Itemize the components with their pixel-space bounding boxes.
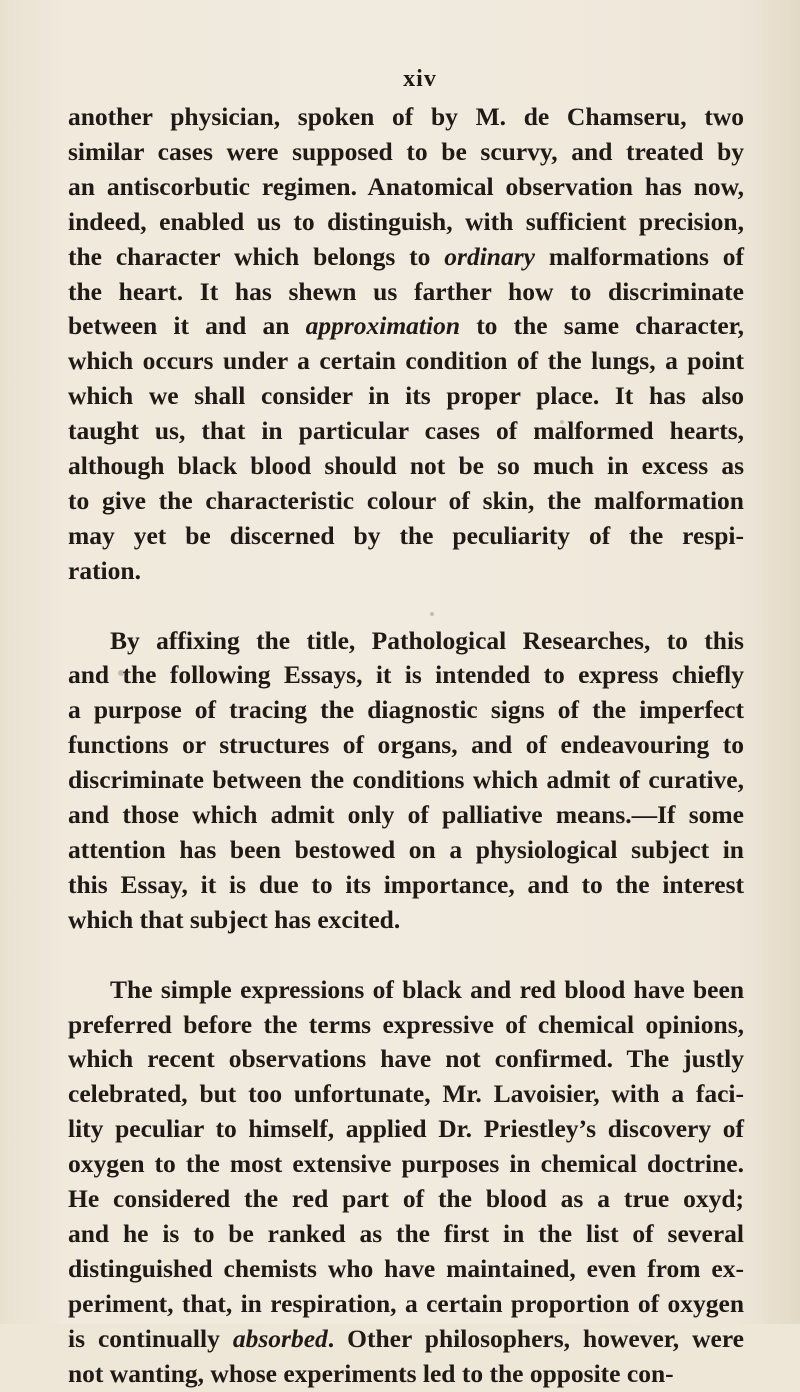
text-line: discriminate between the conditions which admit of curative, <box>68 765 744 795</box>
text-line: not wanting, whose experiments led to the opposite con- <box>68 1358 674 1388</box>
text-line: between it and an approximation to the same character, <box>68 311 744 341</box>
text-line: to give the characteristic colour of skin, the malformation <box>68 485 744 515</box>
paper-speck <box>430 612 434 616</box>
text-line: which occurs under a certain condition of the lungs, a point <box>68 346 744 376</box>
text-line: although black blood should not be so much in excess as <box>68 451 744 481</box>
text-line: another physician, spoken of by M. de Chamseru, two <box>68 102 744 131</box>
paragraph <box>68 973 744 1392</box>
text-line: celebrated, but too unfortunate, Mr. Lavoisier, with a faci- <box>68 1079 744 1109</box>
text-line: is continually absorbed. Other philosophers, however, were <box>68 1323 745 1353</box>
text-line: the heart. It has shewn us farther how to discriminate <box>68 276 744 306</box>
text-line: similar cases were supposed to be scurvy, and treated by <box>68 136 744 166</box>
text-line: periment, that, in respiration, a certain proportion of oxygen <box>68 1288 744 1318</box>
text-line: ration. <box>68 555 141 585</box>
text-line: and those which admit only of palliative means.—If some <box>68 800 744 830</box>
text-line: the character which belongs to ordinary malformations of <box>68 241 744 271</box>
text-line: a purpose of tracing the diagnostic signs of the imperfect <box>68 695 744 725</box>
text-line: indeed, enabled us to distinguish, with sufficient precision, <box>68 206 744 236</box>
text-line: He considered the red part of the blood as a true oxyd; <box>68 1184 744 1214</box>
paragraph-gap <box>68 589 744 624</box>
text-line: distinguished chemists who have maintained, even from ex- <box>68 1253 744 1283</box>
text-line: lity peculiar to himself, applied Dr. Priestley’s discovery of <box>68 1114 744 1144</box>
text-line: an antiscorbutic regimen. Anatomical observation has now, <box>68 171 744 201</box>
text-line: may yet be discerned by the peculiarity of the respi- <box>68 520 744 550</box>
paragraph-gap <box>68 938 744 973</box>
text-line: preferred before the terms expressive of chemical opinions, <box>68 1009 744 1039</box>
paragraph <box>68 100 744 589</box>
text-line: By affixing the title, Pathological Researches, to this <box>110 625 744 655</box>
paragraph <box>68 624 744 938</box>
text-line: and he is to be ranked as the first in the list of several <box>68 1218 744 1248</box>
paper-speck <box>560 420 564 424</box>
page-number: xiv <box>403 66 437 92</box>
text-line: The simple expressions of black and red blood have been <box>110 974 744 1004</box>
text-line: attention has been bestowed on a physiological subject in <box>68 835 744 865</box>
body-text <box>68 100 744 1392</box>
text-line: which that subject has excited. <box>68 904 401 934</box>
text-line: this Essay, it is due to its importance, and to the interest <box>68 869 744 899</box>
text-line: which we shall consider in its proper place. It has also <box>68 381 744 411</box>
text-line: oxygen to the most extensive purposes in chemical doctrine. <box>68 1149 744 1179</box>
text-line: functions or structures of organs, and of endeavouring to <box>68 730 744 760</box>
text-line: and the following Essays, it is intended to express chiefly <box>68 660 744 690</box>
text-line: which recent observations have not confirmed. The justly <box>68 1044 744 1074</box>
paper-speck <box>118 670 124 676</box>
text-line: taught us, that in particular cases of malformed hearts, <box>68 416 744 446</box>
